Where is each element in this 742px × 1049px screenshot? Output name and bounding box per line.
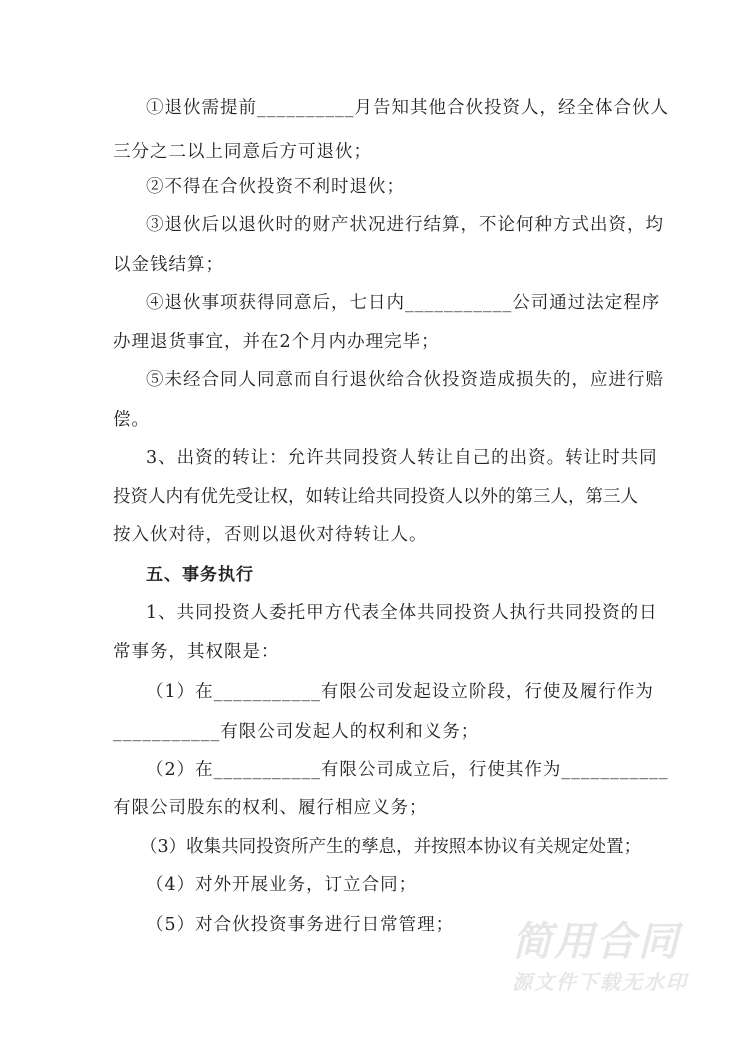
- watermark-logo: 简用合同: [512, 919, 680, 965]
- paragraph-line: 办理退货事宜，并在2个月内办理完毕；: [113, 332, 440, 352]
- paragraph-line: （5）对合伙投资事务进行日常管理；: [146, 915, 455, 935]
- paragraph-line: ___________有限公司发起人的权利和义务；: [113, 722, 480, 742]
- paragraph-line: 有限公司股东的权利、履行相应义务；: [113, 798, 428, 818]
- paragraph-line: ④退伙事项获得同意后，七日内___________公司通过法定程序: [146, 293, 661, 313]
- section-heading: 五、事务执行: [146, 565, 254, 585]
- paragraph-line: 1、共同投资人委托甲方代表全体共同投资人执行共同投资的日: [146, 603, 658, 623]
- paragraph-line: 3、出资的转让：允许共同投资人转让自己的出资。转让时共同: [146, 448, 658, 468]
- paragraph-line: ③退伙后以退伙时的财产状况进行结算，不论何种方式出资，均: [146, 215, 664, 235]
- watermark-subtitle: 源文件下载无水印: [512, 970, 688, 994]
- paragraph-line: 投资人内有优先受让权，如转让给共同投资人以外的第三人，第三人: [113, 487, 638, 507]
- paragraph-line: （1）在___________有限公司发起设立阶段，行使及履行作为: [146, 682, 654, 702]
- paragraph-line: 按入伙对待，否则以退伙对待转让人。: [113, 525, 428, 545]
- paragraph-line: 偿。: [113, 410, 150, 430]
- paragraph-line: ②不得在合伙投资不利时退伙；: [146, 177, 405, 197]
- paragraph-line: （2）在___________有限公司成立后，行使其作为___________: [146, 760, 669, 780]
- paragraph-line: 三分之二以上同意后方可退伙；: [113, 142, 372, 162]
- paragraph-line: （4）对外开展业务，订立合同；: [146, 875, 418, 895]
- paragraph-line: （3）收集共同投资所产生的孳息，并按照本协议有关规定处置；: [140, 837, 642, 857]
- paragraph-line: 以金钱结算；: [113, 255, 224, 275]
- paragraph-line: ⑤未经合同人同意而自行退伙给合伙投资造成损失的，应进行赔: [146, 370, 664, 390]
- paragraph-line: ①退伙需提前__________月告知其他合伙投资人，经全体合伙人: [146, 98, 669, 118]
- paragraph-line: 常事务，其权限是：: [113, 642, 280, 662]
